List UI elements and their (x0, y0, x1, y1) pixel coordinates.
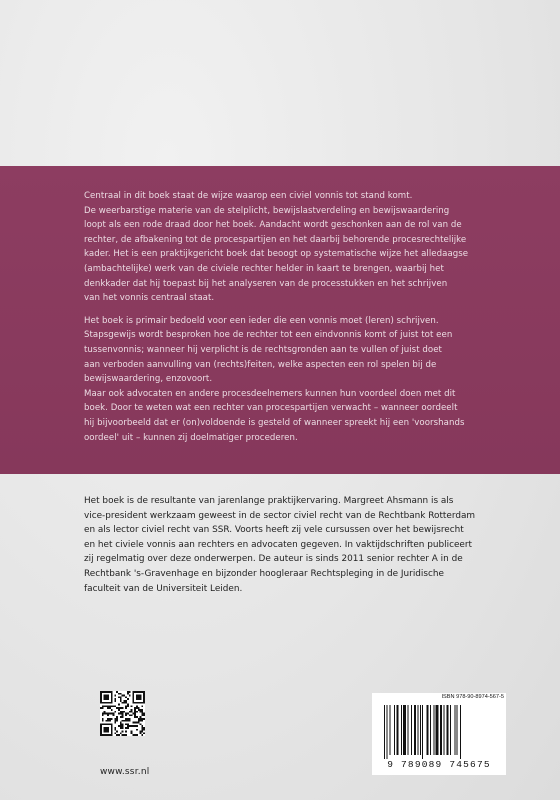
bio-line: Het boek is de resultante van jarenlange praktijkervaring. Margreet Ahsmann is als (84, 496, 454, 506)
barcode-number: 9 789089 745675 (387, 759, 491, 770)
blurb-line: aan verboden aanvulling van (rechts)feiten, welke aspecten een rol spelen bij de (84, 359, 437, 370)
blurb-line: loopt als een rode draad door het boek. Aandacht wordt geschonken aan de rol van de (84, 220, 462, 231)
bio-line: en als lector civiel recht van SSR. Voorts heeft zij vele cursussen over het bewijsrecht (84, 525, 464, 536)
blurb-text (84, 189, 484, 445)
barcode-icon (382, 705, 496, 759)
bio-line: vice-president werkzaam geweest in de sector civiel recht van de Rechtbank Rotterdam (84, 510, 476, 521)
blurb-line: boek. Door te weten wat een rechter van procespartijen verwacht – wanneer oordeelt (84, 403, 458, 414)
author-bio (84, 494, 494, 596)
blurb-line: De weerbarstige materie van de stelplicht, bewijslastverdeling en bewijswaardering (84, 205, 450, 216)
blurb-line: rechter, de afbakening tot de procespartijen en het daarbij behorende procesrechtelijke (84, 234, 467, 245)
blurb-line: tussenvonnis; wanneer hij verplicht is de rechtsgronden aan te vullen of juist doet (84, 344, 442, 355)
bio-line: zij regelmatig over deze onderwerpen. De auteur is sinds 2011 senior rechter A in de (84, 554, 463, 565)
website-url[interactable]: www.ssr.nl (100, 767, 150, 777)
blurb-line: denkkader dat hij toepast bij het analyseren van de processtukken en het schrijven (84, 278, 448, 289)
blurb-line: Maar ook advocaten en andere procesdeelnemers kunnen hun voordeel doen met dit (84, 388, 456, 399)
bio-line: faculteit van de Universiteit Leiden. (84, 583, 243, 594)
blurb-line: oordeel' uit – kunnen zij doelmatiger procederen. (84, 432, 298, 443)
blurb-line: (ambachtelijke) werk van de civiele rechter helder in kaart te brengen, waarbij het (84, 263, 444, 274)
blurb-line: kader. Het is een praktijkgericht boek dat beoogt op systematische wijze het alledaagse (84, 249, 469, 260)
blurb-line: van het vonnis centraal staat. (84, 293, 215, 304)
bio-line: Rechtbank 's-Gravenhage en bijzonder hoogleraar Rechtspleging in de Juridische (84, 568, 444, 579)
blurb-line: hij bijvoorbeeld dat er (on)voldoende is gesteld of wanneer spreekt hij een 'voorshands (84, 417, 465, 428)
barcode-block (372, 693, 506, 775)
blurb-line: Stapsgewijs wordt besproken hoe de rechter tot een eindvonnis komt of juist tot een (84, 330, 453, 341)
qr-code-icon (100, 691, 145, 736)
blurb-line: bewijswaardering, enzovoort. (84, 374, 213, 385)
blurb-paragraph-2 (84, 314, 484, 445)
blurb-line: Het boek is primair bedoeld voor een ieder die een vonnis moet (leren) schrijven. (84, 315, 439, 326)
blurb-line: Centraal in dit boek staat de wijze waarop een civiel vonnis tot stand komt. (84, 191, 413, 201)
blurb-paragraph-1 (84, 189, 484, 306)
isbn-label: ISBN 978-90-8974-567-5 (441, 694, 504, 700)
bio-line: en het civiele vonnis aan rechters en advocaten gegeven. In vaktijdschriften publiceert (84, 539, 472, 550)
